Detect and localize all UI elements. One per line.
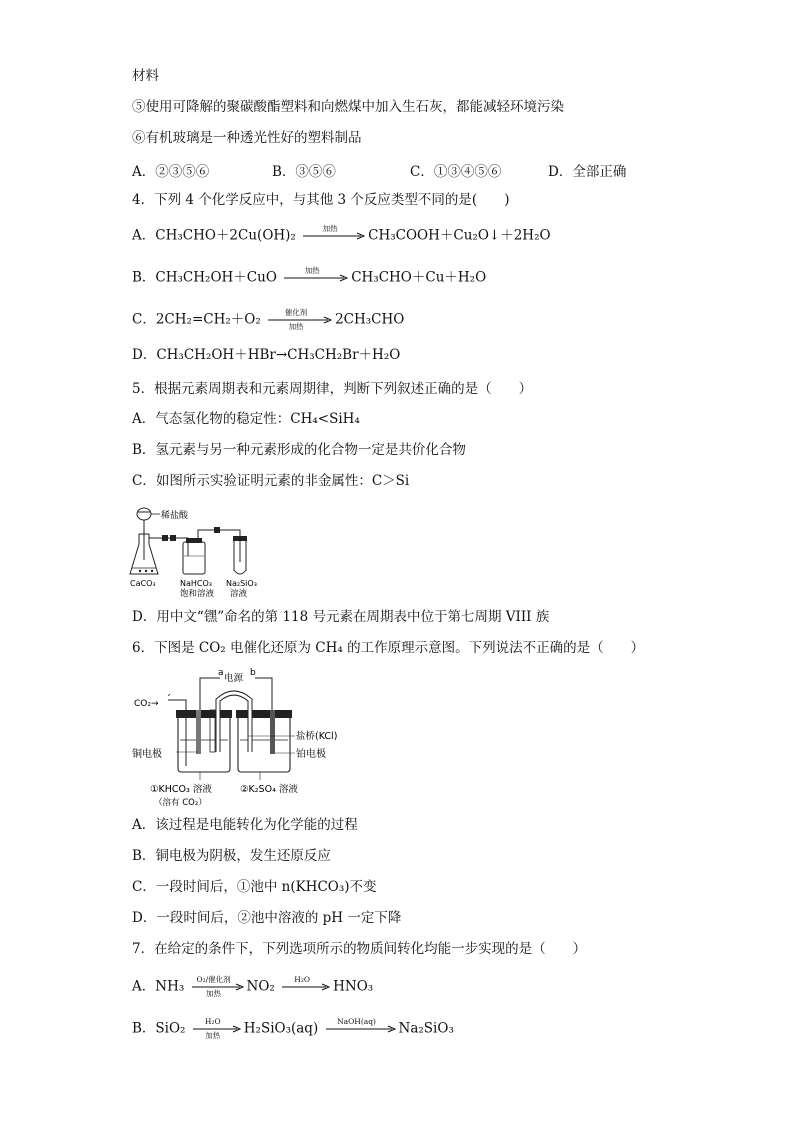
q6-stem: 6．下图是 CO₂ 电催化还原为 CH₄ 的工作原理示意图。下列说法不正确的是（ ） [132, 640, 645, 656]
na2sio3-sub-label: 溶液 [230, 589, 248, 599]
material-label: 材料 [132, 68, 159, 84]
reaction-arrow: H₂O [282, 976, 330, 998]
q5-option-a: A．气态氢化物的稳定性：CH₄<SiH₄ [132, 411, 360, 427]
q3-choice-b: B．③⑤⑥ [272, 164, 336, 180]
pt-electrode-label: 铂电极 [296, 749, 326, 760]
terminal-a-label: a [218, 668, 224, 678]
reaction-arrow: O₂/催化剂 加热 [192, 976, 244, 998]
power-label: 电源 [224, 673, 244, 684]
solution-1-sub-label: （溶有 CO₂） [154, 798, 207, 808]
acid-label: 稀盐酸 [161, 511, 189, 521]
caco3-label: CaCO₃ [130, 579, 156, 588]
q6-option-b: B．铜电极为阴极，发生还原反应 [132, 848, 331, 864]
q6-option-a: A．该过程是电能转化为化学能的过程 [132, 817, 358, 833]
q5-option-c: C．如图所示实验证明元素的非金属性：C＞Si [132, 473, 410, 489]
solution-2-label: ②K₂SO₄ 溶液 [240, 784, 298, 795]
nahco3-label: NaHCO₃ [180, 579, 212, 588]
reaction-arrow: NaOH(aq) [326, 1018, 396, 1040]
q7-option-b: B．SiO₂ H₂O 加热 H₂SiO₃(aq) NaOH(aq) Na₂SiO₃ [132, 1017, 454, 1040]
q5-option-b: B．氢元素与另一种元素形成的化合物一定是共价化合物 [132, 442, 466, 458]
reaction-arrow: H₂O 加热 [193, 1018, 241, 1040]
reaction-arrow: 加热 [284, 267, 348, 289]
statement-6: ⑥有机玻璃是一种透光性好的塑料制品 [132, 130, 362, 146]
statement-5: ⑤使用可降解的聚碳酸酯塑料和向燃煤中加入生石灰，都能减轻环境污染 [132, 99, 564, 115]
q4-option-c: C．2CH₂=CH₂＋O₂ 催化剂 加热 2CH₃CHO [132, 308, 405, 331]
q6-option-c: C．一段时间后，①池中 n(KHCO₃)不变 [132, 879, 377, 895]
terminal-b-label: b [250, 668, 256, 678]
solution-1-label: ①KHCO₃ 溶液 [150, 784, 212, 795]
q4-option-b: B．CH₃CH₂OH＋CuO 加热 CH₃CHO＋Cu＋H₂O [132, 267, 486, 289]
q3-choice-d: D．全部正确 [548, 164, 627, 180]
q5-stem: 5．根据元素周期表和元素周期律，判断下列叙述正确的是（ ） [132, 381, 533, 397]
q6-option-d: D．一段时间后，②池中溶液的 pH 一定下降 [132, 910, 402, 926]
electrolysis-cell-figure [130, 666, 345, 808]
reaction-arrow: 催化剂 加热 [268, 309, 332, 331]
reaction-arrow: 加热 [303, 225, 365, 247]
q4-option-d: D．CH₃CH₂OH＋HBr→CH₃CH₂Br＋H₂O [132, 347, 401, 363]
nahco3-sub-label: 饱和溶液 [180, 589, 215, 599]
q3-choice-a: A．②③⑤⑥ [132, 164, 210, 180]
q5-option-d: D．用中文“𬭶”命名的第 118 号元素在周期表中位于第七周期 VIII 族 [132, 609, 550, 625]
q3-choice-c: C．①③④⑤⑥ [410, 164, 502, 180]
co2-silicate-apparatus [128, 500, 278, 600]
q4-option-a: A．CH₃CHO＋2Cu(OH)₂ 加热 CH₃COOH＋Cu₂O↓＋2H₂O [132, 225, 551, 247]
cu-electrode-label: 铜电极 [132, 749, 162, 760]
q7-stem: 7．在给定的条件下，下列选项所示的物质间转化均能一步实现的是（ ） [132, 941, 587, 957]
salt-bridge-label: 盐桥(KCl) [296, 731, 338, 742]
co2-inlet-label: CO₂→ [134, 699, 159, 709]
na2sio3-label: Na₂SiO₃ [226, 579, 257, 588]
q4-stem: 4．下列 4 个化学反应中，与其他 3 个反应类型不同的是( ) [132, 192, 510, 208]
q7-option-a: A．NH₃ O₂/催化剂 加热 NO₂ H₂O HNO₃ [132, 975, 374, 998]
